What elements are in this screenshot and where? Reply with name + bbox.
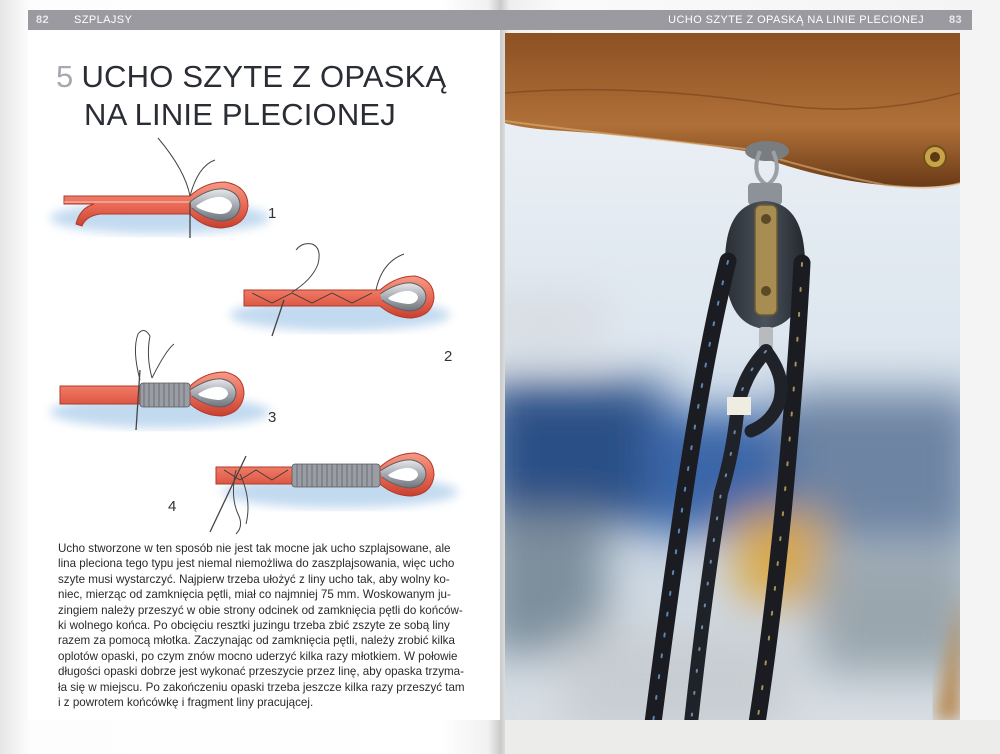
chapter-title — [56, 58, 446, 134]
right-page-number: 83 — [948, 14, 962, 26]
left-running-header — [28, 10, 500, 30]
right-section-title: UCHO SZYTE Z OPASKĄ NA LINIE PLECIONEJ — [668, 14, 924, 26]
body-line: długości opaski dobrze jest wykonać przeszycie przez linę, aby opaska trzyma- — [58, 665, 464, 679]
body-line: zingiem należy przeszyć w obie strony odcinek od zamknięcia pętli do końców- — [58, 603, 463, 617]
body-line: oplotów opaski, po czym znów mocno uderzyć kilka razy młotkiem. W połowie — [58, 649, 458, 663]
step-4-diagram — [210, 453, 458, 534]
body-line: ki wolnego końca. Po obcięciu resztki juzingu trzeba zbić zszyte ze sobą liny — [58, 619, 450, 633]
body-line: szyte musi wystarczyć. Najpierw trzeba ułożyć z liny ucho tak, aby wolny ko- — [58, 572, 450, 586]
body-line: Ucho stworzone w ten sposób nie jest tak mocne jak ucho szplajsowane, ale — [58, 542, 451, 555]
step-2-diagram — [230, 244, 450, 336]
right-running-header — [500, 10, 972, 30]
chapter-title-line1: UCHO SZYTE Z OPASKĄ — [81, 59, 447, 94]
body-line: lina pleciona tego typu jest niemal niemożliwa do zaszplajsowania, więc ucho — [58, 557, 455, 571]
step-1-diagram — [50, 138, 270, 238]
left-page-number: 82 — [36, 14, 50, 26]
left-section-title: SZPLAJSY — [74, 14, 133, 26]
body-line: niec, mierząc od zamknięcia pętli, miał co najmniej 75 mm. Woskowanym ju- — [58, 588, 451, 602]
body-line: ła się w miejscu. Po zakończeniu opaski trzeba jeszcze kilka razy przeszyć tam — [58, 680, 465, 694]
step-label-4: 4 — [168, 498, 177, 515]
step-label-3: 3 — [268, 409, 277, 426]
right-page-margin — [505, 720, 1000, 754]
step-label-2: 2 — [444, 348, 453, 365]
pulley-block-photo — [505, 33, 960, 720]
splice-diagrams — [40, 130, 490, 540]
body-paragraph — [58, 541, 470, 710]
step-label-1: 1 — [268, 205, 277, 222]
body-line: i z powrotem końcówkę i fragment liny pracującej. — [58, 696, 314, 710]
step-3-diagram — [50, 330, 270, 430]
chapter-title-line2: NA LINIE PLECIONEJ — [84, 97, 396, 132]
body-line: razem za pomocą młotka. Zaczynając od zamknięcia pętli, należy zrobić kilka — [58, 634, 455, 648]
chapter-number: 5 — [56, 59, 74, 94]
